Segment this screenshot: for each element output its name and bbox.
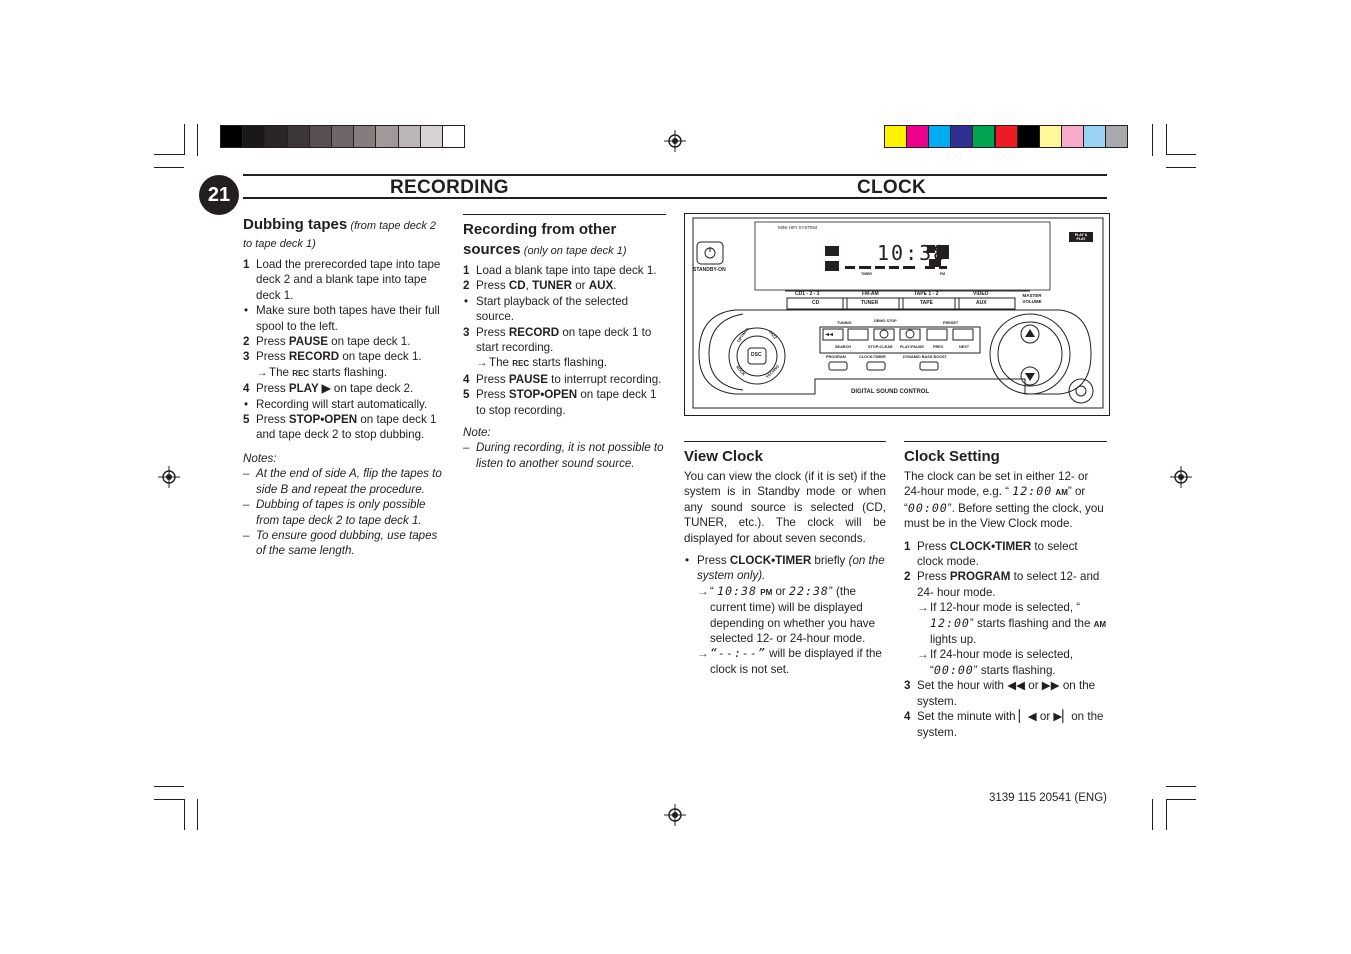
knob-label-optimal: OPTIMAL (735, 325, 751, 344)
dubbing-notes-heading: Notes: (243, 451, 277, 465)
text: lights up. (930, 633, 977, 647)
key-label: PLAY ▶ (288, 382, 331, 396)
clock-step-2: 2 Press PROGRAM to select 12- and 24- hour mode. (904, 570, 1100, 599)
text: on tape deck 1. (339, 350, 422, 364)
dubbing-title: Dubbing tapes (243, 216, 348, 233)
text: on tape deck 1 and tape deck 2 to stop dubbing. (256, 413, 437, 442)
display-label-fm: FM (940, 272, 946, 276)
color-swatch (1017, 125, 1040, 148)
dubbing-notes (243, 466, 445, 558)
text: Press (256, 350, 289, 364)
instruction-step (463, 325, 666, 356)
clock-result-24h (904, 647, 1107, 678)
text: or (772, 584, 789, 598)
display-text: 00:00 (933, 662, 974, 677)
bullet-icon: • (244, 304, 249, 318)
control-label-next: NEXT (959, 345, 970, 349)
lower-label-program: PROGRAM (826, 355, 846, 359)
step-number: 4 (243, 382, 250, 396)
source-top-tape: TAPE 1 - 2 (914, 291, 939, 297)
clock-step-4: 4 Set the minute with ▏◀ or ▶▏on the system. (904, 710, 1104, 739)
text: ” (the current time) will be displayed depending on whether you have selected 12- or 24-hour mode. (710, 584, 876, 646)
group-label-tuning: TUNING (837, 321, 852, 325)
view-clock-result-1 (684, 584, 886, 647)
text: The (489, 356, 513, 370)
knob-label-jazz: JAZZ (767, 329, 779, 340)
color-swatch (442, 125, 465, 148)
text: During recording, it is not possible to listen to another sound source. (476, 441, 664, 470)
play-badge: PLAY & PLAY (1074, 233, 1088, 241)
clock-setting-body (904, 469, 1107, 532)
clock-step-3: 3 Set the hour with ◀◀ or ▶▶ on the system. (904, 679, 1096, 708)
header-rule-bottom (243, 197, 1107, 199)
color-swatch (972, 125, 995, 148)
dubbing-steps (243, 257, 445, 443)
step-number: 3 (243, 350, 250, 364)
device-display-time: 10:38 (877, 241, 948, 265)
instruction-step (463, 372, 666, 387)
display-text: 10:38 (717, 583, 757, 598)
text: Press (917, 539, 950, 553)
color-swatch (353, 125, 376, 148)
arrow-right-icon: → (256, 365, 268, 379)
key-label: CD (508, 279, 526, 293)
page-number-badge (199, 175, 239, 215)
color-swatch (420, 125, 443, 148)
step-number: 3 (463, 325, 470, 339)
master-volume-label: MASTER VOLUME (1022, 293, 1042, 304)
control-label-search: SEARCH (835, 345, 852, 349)
instruction-step (243, 334, 445, 349)
text: ” starts flashing and the (969, 616, 1094, 630)
clock-setting-title: Clock Setting (904, 448, 1000, 465)
color-swatch (1083, 125, 1106, 148)
header-rule-top (243, 174, 1107, 176)
text: Load a blank tape into tape deck 1. (476, 264, 657, 277)
text: Make sure both tapes have their full spool to the left. (256, 304, 440, 333)
text: will be displayed if the clock is not set. (710, 647, 882, 676)
text: Press (917, 570, 950, 584)
text: Load the prerecorded tape into tape deck 2 and a blank tape into tape deck 1. (256, 258, 441, 302)
instruction-result (463, 355, 666, 371)
section-title-clock: CLOCK (857, 177, 927, 198)
text: (on the system only). (697, 554, 885, 583)
arrow-right-icon: → (697, 584, 709, 598)
page-number: 21 (207, 184, 231, 206)
instruction-bullet (463, 294, 666, 325)
source-button-aux: AUX (976, 300, 987, 306)
step-number: 1 (243, 258, 250, 271)
step-number: 1 (463, 264, 470, 277)
key-label: STOP•OPEN (288, 413, 358, 427)
dash: – (243, 528, 250, 542)
source-button-cd: CD (812, 300, 820, 306)
color-swatch (375, 125, 398, 148)
instruction-bullet (243, 397, 445, 412)
text: “ (710, 584, 718, 598)
instruction-step (463, 278, 666, 293)
note-item (463, 440, 666, 471)
text: on tape deck 2. (330, 382, 414, 396)
text: Press (256, 413, 289, 427)
view-clock-bullet: • Press CLOCK•TIMER briefly (on the system only). (685, 554, 885, 583)
arrow-right-icon: → (917, 648, 929, 662)
key-label: AUX (588, 279, 614, 293)
text: Start playback of the selected source. (476, 294, 629, 324)
other-sources-notes (463, 440, 666, 471)
color-swatch (1061, 125, 1084, 148)
group-label-preset: PRESET (943, 321, 959, 325)
am-indicator: AM (1093, 619, 1107, 629)
text: Press (256, 382, 289, 396)
color-swatch (309, 125, 332, 148)
text: or (572, 279, 589, 293)
step-number: 5 (463, 388, 470, 402)
key-label: PAUSE (288, 335, 328, 349)
color-swatch (220, 125, 243, 148)
group-label-demo-stop: DEMO STOP (874, 319, 897, 323)
color-swatch (1039, 125, 1062, 148)
text: . (613, 279, 617, 293)
arrow-right-icon: → (697, 647, 709, 661)
other-sources-title: Recording from other sources (463, 221, 617, 258)
text: starts flashing. (309, 365, 388, 379)
text: If 12-hour mode is selected, “ (930, 601, 1081, 615)
control-label-stop-clear: STOP•CLEAR (868, 345, 893, 349)
text: to select clock mode. (917, 539, 1078, 569)
instruction-step (243, 349, 445, 364)
control-label-prev: PREV (933, 345, 944, 349)
color-swatch (928, 125, 951, 148)
step-number: 2 (243, 335, 250, 349)
source-button-tuner: TUNER (861, 300, 879, 306)
source-top-video: VIDEO (973, 291, 989, 297)
dash: – (243, 498, 250, 512)
view-clock-result-2 (684, 646, 886, 677)
text: ”. Before setting the clock, you must be in the View Clock mode. (904, 501, 1104, 531)
instruction-step (463, 263, 666, 278)
color-swatch (264, 125, 287, 148)
key-label: CLOCK•TIMER (949, 539, 1032, 553)
color-swatch (995, 125, 1018, 148)
dsc-bar-label: DIGITAL SOUND CONTROL (851, 389, 930, 395)
color-swatch (242, 125, 265, 148)
key-label: REC (292, 368, 310, 378)
dash: – (463, 441, 470, 455)
text: to interrupt recording. (547, 372, 662, 386)
display-text: “--:--” (710, 646, 766, 661)
text: The (269, 365, 293, 379)
document-code: 3139 115 20541 (ENG) (988, 792, 1107, 804)
text: To ensure good dubbing, use tapes of the same length. (256, 528, 438, 558)
text: Set the hour with ◀◀ or ▶▶ on the system. (917, 679, 1096, 708)
text: on tape deck 1. (327, 335, 411, 349)
instruction-step (243, 257, 445, 303)
other-sources-steps (463, 263, 666, 418)
other-sources-note-heading: Note: (463, 426, 491, 440)
clock-result-12h (904, 600, 1107, 647)
knob-label-rock: ROCK (735, 364, 747, 377)
note-item (243, 466, 445, 497)
text: on tape deck 1 to start recording. (476, 325, 652, 355)
key-label: TUNER (532, 279, 572, 293)
step-number: 4 (463, 372, 470, 386)
key-label: CLOCK•TIMER (729, 554, 812, 568)
text: on tape deck 1 to stop recording. (476, 388, 657, 417)
bullet-icon: • (464, 294, 469, 308)
device-model-label: MINI HIFI SYSTEM (778, 225, 818, 230)
dash: – (243, 467, 250, 481)
standby-label: STANDBY-ON (693, 267, 726, 273)
control-label-play-pause: PLAY•PAUSE (900, 345, 924, 349)
section-title-recording: RECORDING (390, 177, 509, 198)
key-label: PROGRAM (949, 570, 1011, 584)
key-label: REC (512, 359, 530, 369)
color-swatch (1105, 125, 1128, 148)
bullet-icon: • (244, 397, 249, 411)
registration-mark-icon (664, 130, 686, 152)
text: The clock can be set in either 12- or 24-hour mode, e.g. “ (904, 470, 1089, 499)
key-label: STOP•OPEN (508, 388, 578, 402)
instruction-step (463, 387, 666, 418)
source-button-tape: TAPE (920, 300, 933, 306)
text: Press (476, 372, 509, 386)
clock-setting-section (904, 441, 1107, 740)
arrow-right-icon: → (917, 601, 929, 615)
view-clock-section (684, 441, 886, 677)
text: , (525, 279, 533, 293)
color-swatch (950, 125, 973, 148)
text: Press (256, 335, 289, 349)
registration-mark-icon (664, 804, 686, 826)
source-top-cd: CD1 - 2 - 3 (795, 291, 820, 297)
arrow-right-icon: → (476, 356, 488, 370)
display-text: 22:38 (789, 583, 829, 598)
display-text: 12:00 (1012, 484, 1053, 499)
other-sources-subtitle: (only on tape deck 1) (523, 245, 627, 257)
color-swatch (398, 125, 421, 148)
text: starts flashing. (529, 356, 608, 370)
clock-step-1: 1 Press CLOCK•TIMER to select clock mode. (904, 539, 1078, 569)
text: Press (476, 388, 509, 402)
view-clock-title: View Clock (684, 448, 763, 465)
registration-mark-icon (158, 466, 180, 488)
text: ” starts flashing. (973, 663, 1056, 677)
color-swatch (287, 125, 310, 148)
text: If 24-hour mode is selected, “ (930, 648, 1074, 677)
dubbing-section (243, 216, 445, 559)
step-number: 2 (463, 279, 470, 293)
step-number: 5 (243, 413, 250, 427)
key-label: RECORD (288, 350, 340, 364)
knob-label-dsc: DSC (751, 352, 762, 358)
view-clock-body: You can view the clock (if it is set) if the system is in Standby mode or when any sound source is selected (CD, TUNER, etc.). The clock will be displayed for about seven seconds. (684, 470, 886, 545)
display-text: 12:00 (930, 615, 970, 630)
instruction-result (243, 365, 445, 381)
other-sources-section (463, 214, 666, 471)
device-illustration (684, 213, 1110, 416)
text: Dubbing of tapes is only possible from tape deck 2 to tape deck 1. (256, 498, 426, 527)
key-label: RECORD (508, 325, 560, 339)
key-label: PAUSE (508, 372, 548, 386)
display-label-timer: TIMER (861, 272, 872, 276)
text: briefly (811, 554, 849, 568)
text: ” or “ (904, 485, 1086, 515)
text: Recording will start automatically. (256, 397, 428, 411)
instruction-bullet (243, 303, 445, 334)
lower-label-clock-timer: CLOCK•TIMER (859, 355, 886, 359)
text: to select 12- and 24- hour mode. (917, 570, 1100, 599)
source-top-fm: FM-AM (862, 291, 879, 297)
text: Set the minute with ▏◀ or ▶▏on the system. (917, 710, 1104, 739)
text: Press (697, 554, 730, 568)
text: At the end of side A, flip the tapes to side B and repeat the procedure. (256, 467, 442, 496)
dubbing-subtitle: (from tape deck 2 to tape deck 1) (243, 220, 436, 250)
display-text: 00:00 (907, 500, 948, 515)
pm-indicator: PM (760, 587, 773, 597)
text: Press (476, 279, 509, 293)
am-indicator: AM (1055, 488, 1068, 498)
text: Press (476, 325, 509, 339)
instruction-step (243, 412, 445, 443)
note-item (243, 497, 445, 528)
knob-label-techno: TECHNO (764, 363, 781, 380)
registration-mark-icon (1170, 466, 1192, 488)
note-item (243, 528, 445, 559)
color-swatch (331, 125, 354, 148)
color-swatch (906, 125, 929, 148)
lower-label-bass-boost: DYNAMIC BASS BOOST (903, 355, 947, 359)
color-swatch (884, 125, 907, 148)
instruction-step (243, 381, 445, 396)
